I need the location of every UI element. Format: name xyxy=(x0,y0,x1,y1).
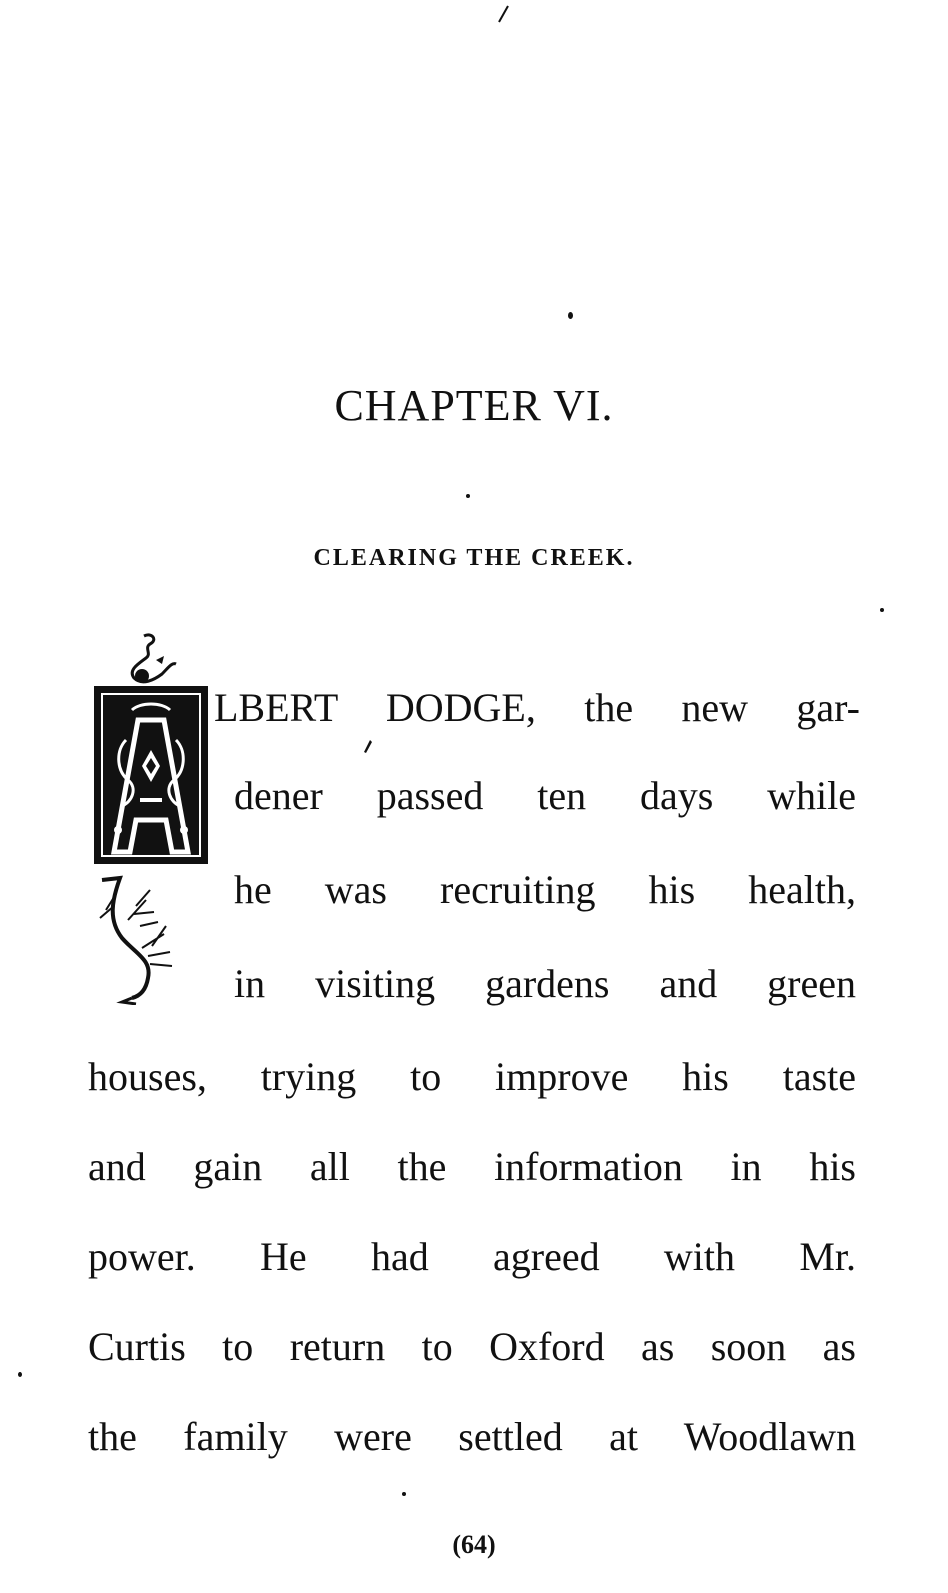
body-line: LBERT DODGE, the new gar- xyxy=(214,685,860,730)
body-line: the family were settled at Woodlawn xyxy=(88,1414,856,1459)
drop-cap xyxy=(92,630,214,1005)
ink-speck xyxy=(18,1372,22,1377)
body-line: and gain all the information in his xyxy=(88,1144,856,1189)
ink-mark xyxy=(360,738,374,754)
body-line: power. He had agreed with Mr. xyxy=(88,1234,856,1279)
ink-mark xyxy=(496,4,510,24)
ink-speck xyxy=(466,494,470,498)
chapter-title: CHAPTER VI. xyxy=(334,381,614,430)
page-number: (64) xyxy=(452,1530,496,1559)
body-line: he was recruiting his health, xyxy=(234,867,856,912)
ink-speck xyxy=(880,608,884,612)
chapter-subtitle: CLEARING THE CREEK. xyxy=(313,545,635,571)
ornamental-initial-a-icon xyxy=(92,630,214,1005)
body-line: dener passed ten days while xyxy=(234,773,856,818)
ink-speck xyxy=(402,1492,406,1496)
body-line: houses, trying to improve his taste xyxy=(88,1054,856,1099)
body-line: in visiting gardens and green xyxy=(234,961,856,1006)
ink-speck xyxy=(568,312,573,319)
body-line: Curtis to return to Oxford as soon as xyxy=(88,1324,856,1369)
